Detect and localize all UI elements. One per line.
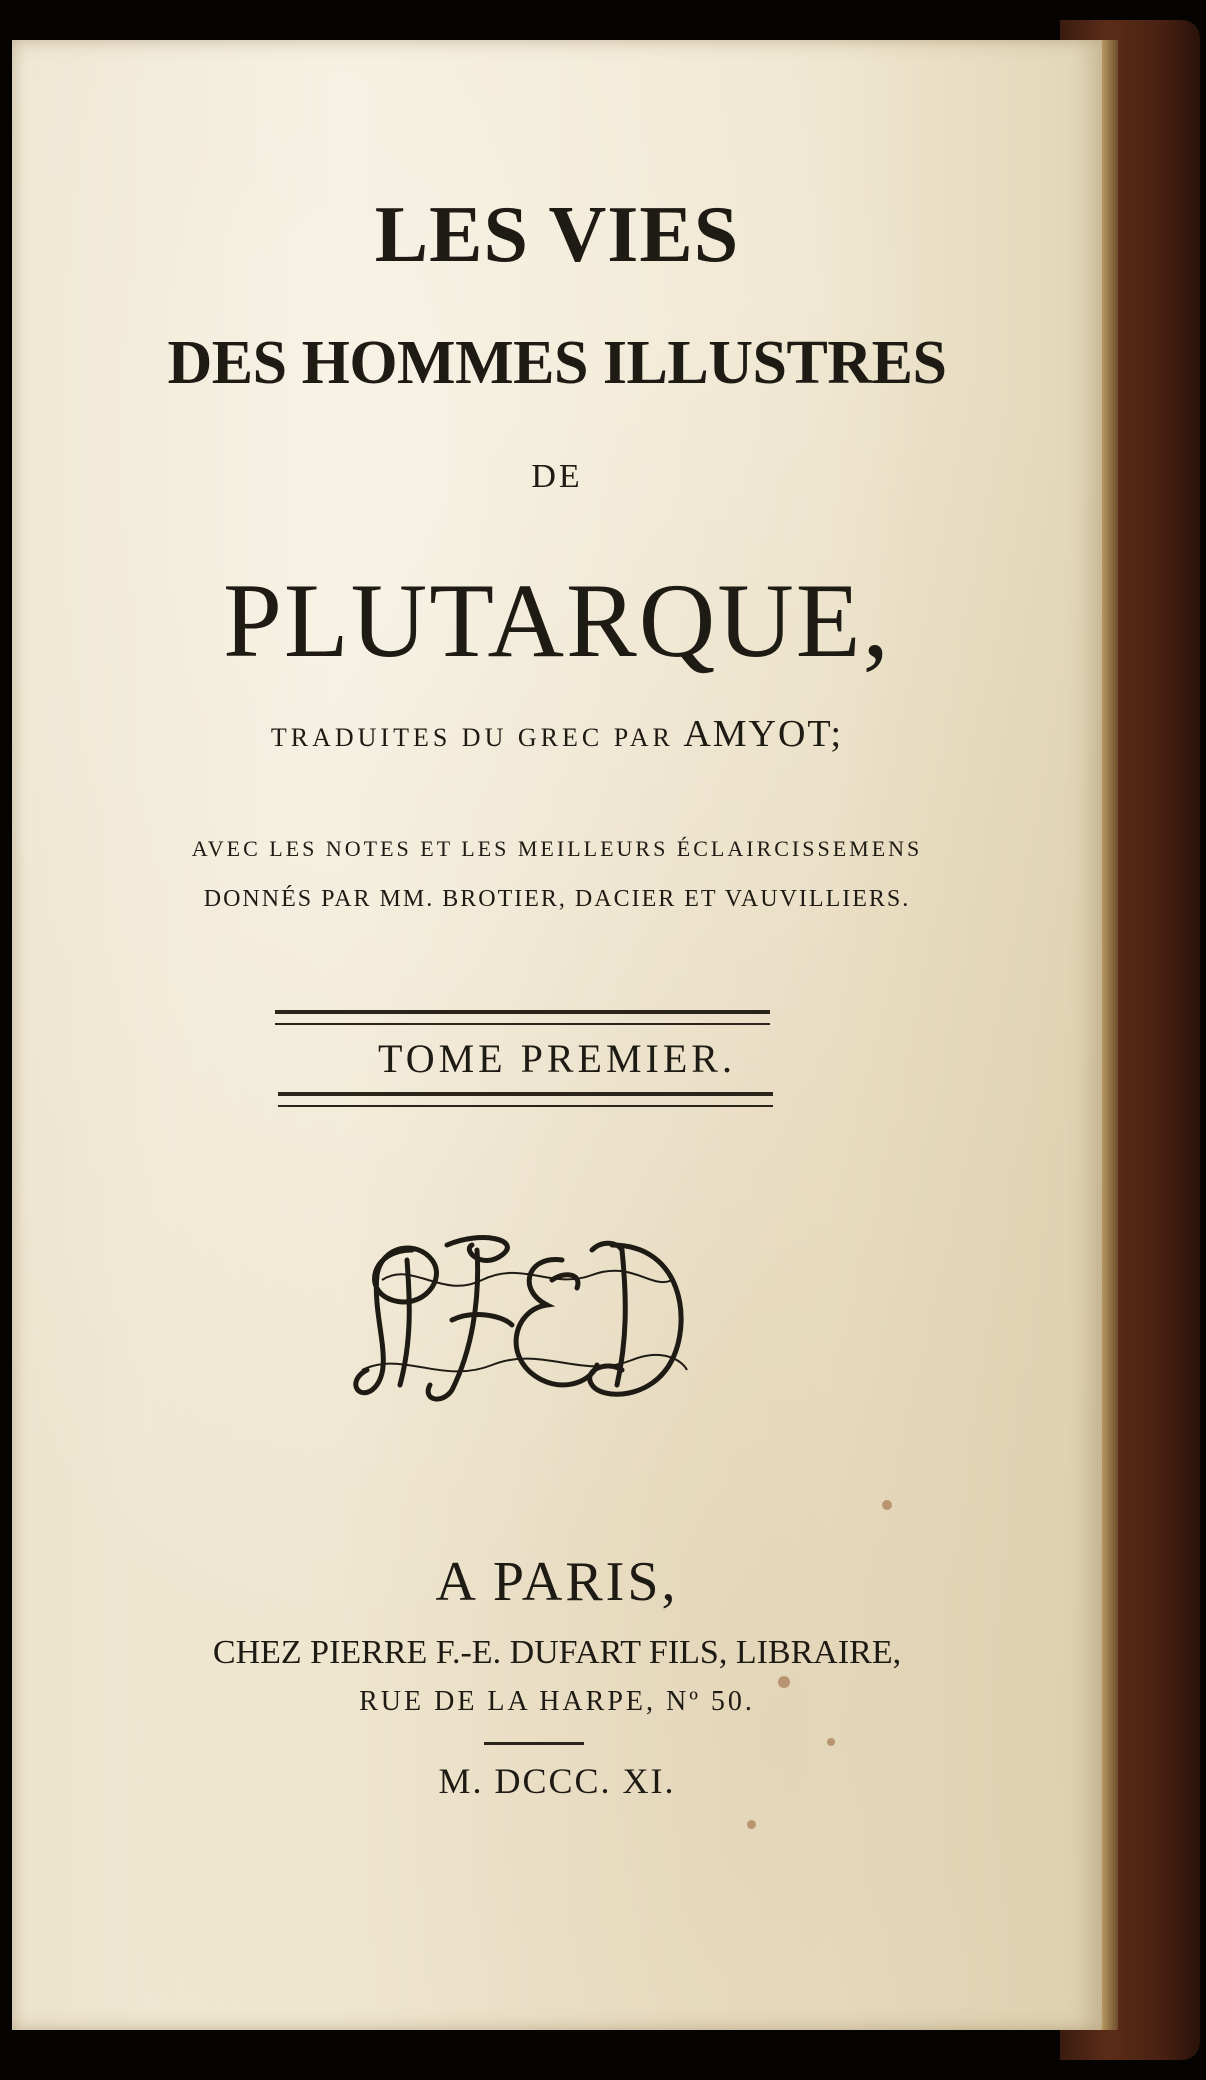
publisher-monogram [352, 1220, 692, 1410]
title-line-3: DE [531, 458, 583, 495]
notes-line-2: DONNÉS PAR MM. BROTIER, DACIER ET VAUVILLIERS. [203, 886, 911, 912]
double-rule-bottom [278, 1092, 773, 1107]
imprint-place: A PARIS, [435, 1551, 679, 1613]
foxing-spot [882, 1500, 892, 1510]
double-rule-top [275, 1010, 770, 1025]
foxing-spot [747, 1820, 756, 1829]
translator-name: AMYOT; [683, 713, 844, 755]
translator-line [12, 712, 1102, 756]
title-line-2: DES HOMMES ILLUSTRES [167, 329, 947, 397]
translator-prefix: TRADUITES DU GREC PAR [270, 723, 674, 752]
imprint-rule [484, 1742, 584, 1745]
volume-label: TOME PREMIER. [378, 1036, 736, 1081]
imprint-publisher: CHEZ PIERRE F.-E. DUFART FILS, LIBRAIRE, [212, 1634, 902, 1671]
author-name: PLUTARQUE, [222, 562, 892, 679]
imprint-address: RUE DE LA HARPE, Nº 50. [359, 1686, 755, 1717]
imprint-date: M. DCCC. XI. [438, 1761, 676, 1801]
foxing-spot [827, 1738, 835, 1746]
notes-line-1: AVEC LES NOTES ET LES MEILLEURS ÉCLAIRCISSEMENS [191, 836, 923, 861]
title-line-1: LES VIES [374, 191, 740, 279]
title-page [12, 40, 1102, 2030]
